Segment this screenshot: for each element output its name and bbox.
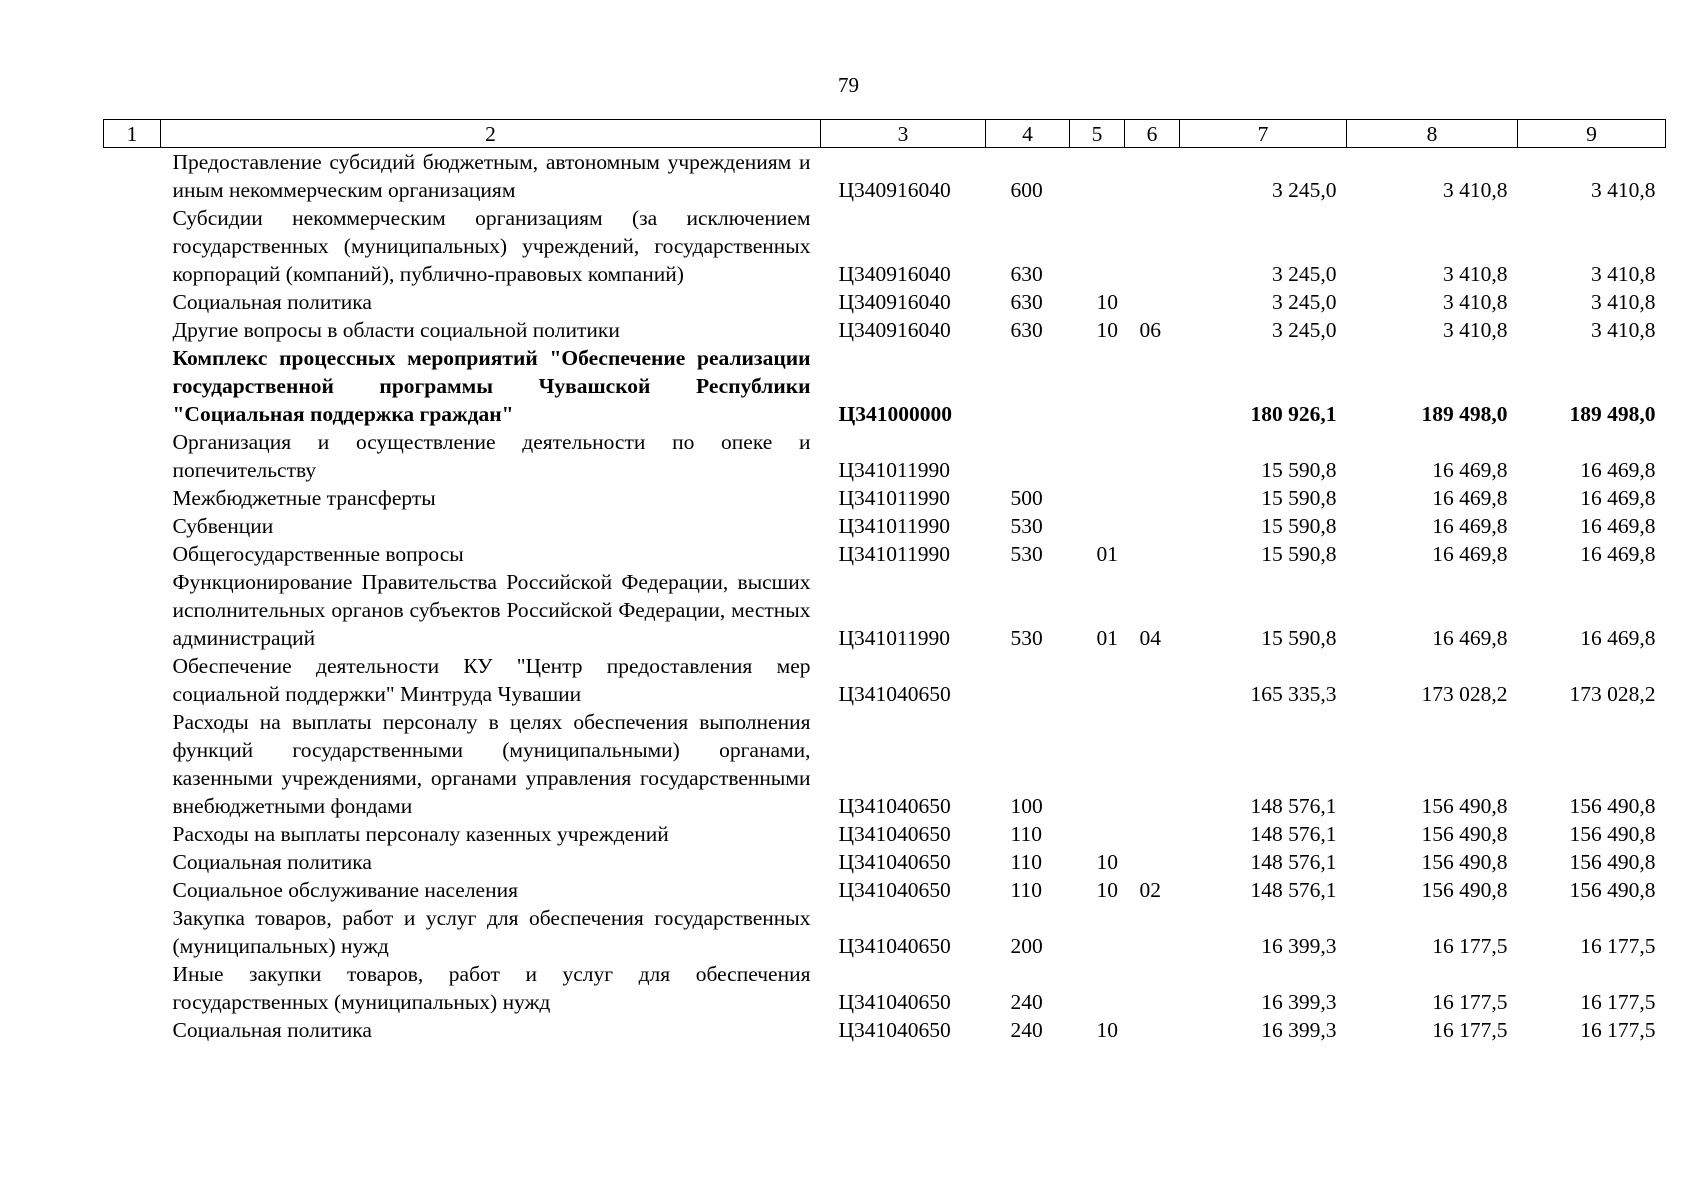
row-code: Ц340916040 [838,262,951,286]
row-name: Социальное обслуживание населения [172,878,519,902]
row-value-7: 3 245,0 [1272,262,1337,286]
row-col5 [1070,820,1125,848]
column-header-7: 7 [1180,120,1347,148]
row-name: Обеспечение деятельности КУ "Центр предоставления мер социальной поддержки" Минтруда Чувашии [172,654,811,706]
row-code: Ц341040650 [838,934,951,958]
row-code: Ц340916040 [838,290,951,314]
column-header-4: 4 [986,120,1070,148]
row-value-7: 15 590,8 [1261,458,1337,482]
row-name: Межбюджетные трансферты [172,486,436,510]
row-code: Ц341011990 [838,458,950,482]
table-row [104,428,1666,484]
row-value-7: 180 926,1 [1250,402,1337,426]
row-col6 [1125,820,1180,848]
row-value-9: 16 469,8 [1580,458,1656,482]
column-header-8: 8 [1347,120,1518,148]
empty-cell [104,288,161,316]
empty-cell [104,344,161,428]
empty-cell [104,876,161,904]
row-value-7: 148 576,1 [1250,794,1337,818]
row-col5 [1070,148,1125,205]
row-value-9: 16 469,8 [1580,542,1656,566]
table-row [104,848,1666,876]
empty-cell [104,568,161,652]
row-col5 [1070,344,1125,428]
budget-table [103,119,1666,1044]
row-col6 [1125,148,1180,205]
row-value-9: 16 177,5 [1580,1018,1656,1042]
row-code: Ц341000000 [838,402,952,426]
row-col5: 10 [1096,318,1118,342]
empty-cell [104,204,161,288]
table-row [104,204,1666,288]
table-row [104,512,1666,540]
row-code: Ц341011990 [838,542,950,566]
row-col5: 01 [1096,626,1118,650]
row-col6 [1125,708,1180,820]
table-row [104,708,1666,820]
row-col6 [1125,344,1180,428]
column-number-header [104,120,1666,148]
row-col6: 02 [1139,878,1161,902]
empty-cell [104,540,161,568]
empty-cell [104,428,161,484]
row-col4: 240 [1010,990,1043,1014]
table-row [104,540,1666,568]
row-col5: 10 [1096,878,1118,902]
row-value-8: 3 410,8 [1443,290,1508,314]
row-col6 [1125,848,1180,876]
row-code: Ц341040650 [838,682,951,706]
row-col4 [986,652,1070,708]
row-name: Функционирование Правительства Российской Федерации, высших исполнительных органов субъектов Российской Федерации, местных администраций [172,570,811,650]
row-value-8: 16 469,8 [1432,626,1508,650]
row-col4: 240 [1010,1018,1043,1042]
table-row [104,484,1666,512]
row-value-7: 16 399,3 [1261,934,1337,958]
table-row [104,652,1666,708]
row-value-8: 3 410,8 [1443,262,1508,286]
row-code: Ц340916040 [838,318,951,342]
row-value-9: 3 410,8 [1591,178,1656,202]
row-code: Ц341040650 [838,1018,951,1042]
row-col5 [1070,960,1125,1016]
row-code: Ц341040650 [838,822,951,846]
empty-cell [104,512,161,540]
empty-cell [104,820,161,848]
row-col6 [1125,1016,1180,1044]
row-col4: 110 [1010,850,1042,874]
row-value-7: 3 245,0 [1272,290,1337,314]
row-value-9: 3 410,8 [1591,262,1656,286]
row-code: Ц341040650 [838,990,951,1014]
row-value-9: 16 469,8 [1580,514,1656,538]
empty-cell [104,148,161,205]
row-col4 [986,344,1070,428]
row-code: Ц341040650 [838,878,951,902]
row-value-7: 3 245,0 [1272,178,1337,202]
row-value-9: 156 490,8 [1569,822,1656,846]
row-col6: 06 [1139,318,1161,342]
row-col6 [1125,428,1180,484]
row-col4: 200 [1010,934,1043,958]
row-col4: 630 [1010,262,1043,286]
row-col5 [1070,512,1125,540]
column-header-2: 2 [161,120,821,148]
row-value-7: 148 576,1 [1250,850,1337,874]
row-col5: 10 [1096,1018,1118,1042]
row-col5 [1070,484,1125,512]
row-value-8: 156 490,8 [1421,850,1508,874]
row-value-7: 148 576,1 [1250,878,1337,902]
empty-cell [104,484,161,512]
row-col6 [1125,652,1180,708]
row-value-7: 16 399,3 [1261,1018,1337,1042]
row-value-8: 3 410,8 [1443,178,1508,202]
row-value-7: 15 590,8 [1261,626,1337,650]
row-code: Ц340916040 [838,178,951,202]
row-value-9: 156 490,8 [1569,794,1656,818]
empty-cell [104,708,161,820]
row-col5 [1070,904,1125,960]
column-header-1: 1 [104,120,161,148]
row-name: Другие вопросы в области социальной политики [172,318,620,342]
row-name: Общегосударственные вопросы [172,542,464,566]
row-col4: 630 [1010,290,1043,314]
row-col4: 530 [1010,626,1043,650]
row-col4: 530 [1010,514,1043,538]
row-name: Субвенции [172,514,274,538]
row-value-8: 16 177,5 [1432,990,1508,1014]
row-name: Предоставление субсидий бюджетным, автономным учреждениям и иным некоммерческим организациям [172,150,811,202]
table-row [104,288,1666,316]
empty-cell [104,652,161,708]
row-col4: 500 [1010,486,1043,510]
row-col6: 04 [1139,626,1161,650]
row-value-8: 156 490,8 [1421,878,1508,902]
row-value-8: 173 028,2 [1421,682,1508,706]
row-col4: 530 [1010,542,1043,566]
row-value-9: 3 410,8 [1591,318,1656,342]
row-name: Комплекс процессных мероприятий "Обеспечение реализации государственной программы Чувашской Республики "Социальная поддержка граждан" [172,346,811,426]
row-value-8: 16 177,5 [1432,1018,1508,1042]
row-col5 [1070,708,1125,820]
table-row [104,876,1666,904]
row-value-9: 16 177,5 [1580,934,1656,958]
empty-cell [104,960,161,1016]
empty-cell [104,1016,161,1044]
row-value-7: 15 590,8 [1261,486,1337,510]
row-value-8: 16 469,8 [1432,486,1508,510]
table-row [104,904,1666,960]
table-row [104,960,1666,1016]
row-col5 [1070,428,1125,484]
row-code: Ц341011990 [838,514,950,538]
row-value-9: 3 410,8 [1591,290,1656,314]
row-value-9: 173 028,2 [1569,682,1656,706]
row-col4: 100 [1010,794,1043,818]
row-value-7: 16 399,3 [1261,990,1337,1014]
empty-cell [104,848,161,876]
column-header-5: 5 [1070,120,1125,148]
row-value-9: 16 177,5 [1580,990,1656,1014]
row-col6 [1125,904,1180,960]
row-col4: 630 [1010,318,1043,342]
row-value-8: 16 177,5 [1432,934,1508,958]
row-value-8: 156 490,8 [1421,794,1508,818]
row-value-9: 16 469,8 [1580,626,1656,650]
row-col6 [1125,204,1180,288]
row-name: Закупка товаров, работ и услуг для обеспечения государственных (муниципальных) нужд [172,906,811,958]
row-col5: 10 [1096,290,1118,314]
table-row [104,1016,1666,1044]
row-col4: 110 [1010,878,1042,902]
row-value-8: 189 498,0 [1421,402,1508,426]
row-value-9: 189 498,0 [1569,402,1656,426]
row-value-7: 15 590,8 [1261,542,1337,566]
row-name: Социальная политика [172,1018,372,1042]
row-name: Социальная политика [172,850,372,874]
table-row [104,820,1666,848]
row-value-7: 3 245,0 [1272,318,1337,342]
row-value-8: 16 469,8 [1432,514,1508,538]
row-name: Социальная политика [172,290,372,314]
empty-cell [104,904,161,960]
row-code: Ц341040650 [838,850,951,874]
row-code: Ц341040650 [838,794,951,818]
row-col5 [1070,652,1125,708]
row-col4: 600 [1010,178,1043,202]
row-col6 [1125,512,1180,540]
empty-cell [104,316,161,344]
row-col5 [1070,204,1125,288]
row-code: Ц341011990 [838,486,950,510]
column-header-9: 9 [1518,120,1666,148]
row-name: Расходы на выплаты персоналу в целях обеспечения выполнения функций государственными (муниципальными) органами, казенными учреждениями, органами управления государственными внебюджетными фондами [172,710,811,818]
table-row [104,148,1666,205]
row-name: Организация и осуществление деятельности по опеке и попечительству [172,430,811,482]
row-value-8: 16 469,8 [1432,458,1508,482]
row-col6 [1125,540,1180,568]
row-value-9: 156 490,8 [1569,850,1656,874]
row-col6 [1125,484,1180,512]
row-value-8: 3 410,8 [1443,318,1508,342]
row-name: Расходы на выплаты персоналу казенных учреждений [172,822,669,846]
page-number: 79 [838,73,859,97]
row-code: Ц341011990 [838,626,950,650]
row-col5: 01 [1096,542,1118,566]
row-value-7: 148 576,1 [1250,822,1337,846]
column-header-6: 6 [1125,120,1180,148]
row-value-9: 16 469,8 [1580,486,1656,510]
row-value-8: 16 469,8 [1432,542,1508,566]
row-name: Субсидии некоммерческим организациям (за исключением государственных (муниципальных) учреждений, государственных корпораций (компаний), публично-правовых компаний) [172,206,811,286]
row-name: Иные закупки товаров, работ и услуг для обеспечения государственных (муниципальных) нужд [172,962,811,1014]
row-col4 [986,428,1070,484]
row-col6 [1125,960,1180,1016]
row-col6 [1125,288,1180,316]
row-value-7: 165 335,3 [1250,682,1337,706]
row-col5: 10 [1096,850,1118,874]
row-value-7: 15 590,8 [1261,514,1337,538]
column-header-3: 3 [821,120,986,148]
table-body [104,148,1666,1045]
row-value-9: 156 490,8 [1569,878,1656,902]
row-value-8: 156 490,8 [1421,822,1508,846]
row-col4: 110 [1010,822,1042,846]
table-row [104,344,1666,428]
table-row [104,568,1666,652]
table-row [104,316,1666,344]
